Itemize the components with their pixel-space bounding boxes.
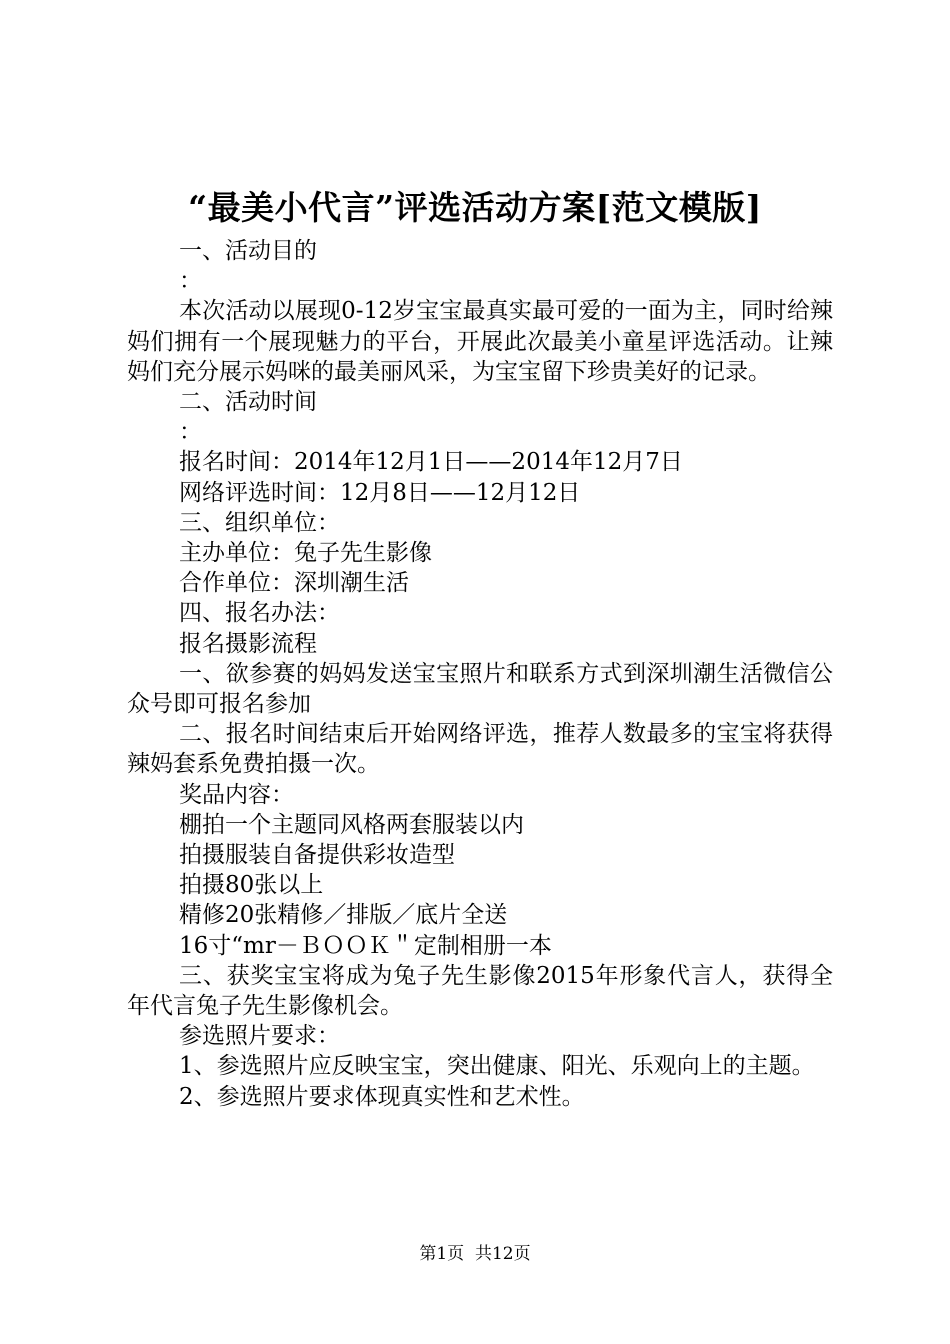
photo-requirement-2: 2、参选照片要求体现真实性和艺术性。 [179, 1083, 585, 1110]
registration-step-3: 三、获奖宝宝将成为兔子先生影像2015年形象代言人，获得全年代言兔子先生影像机会。 [127, 962, 833, 1020]
section-heading-purpose: 一、活动目的 [179, 238, 317, 264]
colon-line: ： [179, 419, 202, 446]
section-heading-organizers: 三、组织单位： [179, 509, 340, 536]
photo-requirements-heading: 参选照片要求： [179, 1023, 340, 1050]
registration-step-2: 二、报名时间结束后开始网络评选，推荐人数最多的宝宝将获得辣妈套系免费拍摄一次。 [127, 721, 833, 778]
colon-line: ： [179, 268, 202, 295]
prize-item: 精修20张精修／排版／底片全送 [179, 902, 508, 929]
prize-heading: 奖品内容： [179, 781, 294, 808]
prize-item: 棚拍一个主题同风格两套服装以内 [179, 811, 524, 838]
host-organizer: 主办单位：兔子先生影像 [179, 540, 432, 567]
prize-item: 拍摄80张以上 [179, 872, 324, 899]
section-heading-registration: 四、报名办法： [179, 600, 340, 627]
registration-step-1: 一、欲参赛的妈妈发送宝宝照片和联系方式到深圳潮生活微信公众号即可报名参加 [127, 660, 833, 718]
document-title: “最美小代言”评选活动方案[范文模版] [188, 188, 762, 227]
photo-requirement-1: 1、参选照片应反映宝宝，突出健康、阳光、乐观向上的主题。 [179, 1053, 815, 1080]
section-heading-time: 二、活动时间 [179, 389, 317, 416]
prize-item: 16寸“mr－ＢＯＯＫ＂定制相册一本 [179, 932, 552, 959]
registration-process-label: 报名摄影流程 [179, 630, 317, 657]
paragraph-purpose: 本次活动以展现0-12岁宝宝最真实最可爱的一面为主，同时给辣妈们拥有一个展现魅力的平台，开展此次最美小童星评选活动。让辣妈们充分展示妈咪的最美丽风采，为宝宝留下珍贵美好的记录。 [127, 298, 833, 385]
prize-item: 拍摄服装自备提供彩妆造型 [179, 842, 455, 869]
page-footer: 第1页 共12页 [419, 1244, 531, 1264]
document-body [127, 236, 833, 1112]
voting-time: 网络评选时间：12月8日——12月12日 [179, 479, 581, 506]
partner-organizer: 合作单位：深圳潮生活 [179, 570, 409, 597]
registration-time: 报名时间：2014年12月1日——2014年12月7日 [179, 449, 683, 476]
